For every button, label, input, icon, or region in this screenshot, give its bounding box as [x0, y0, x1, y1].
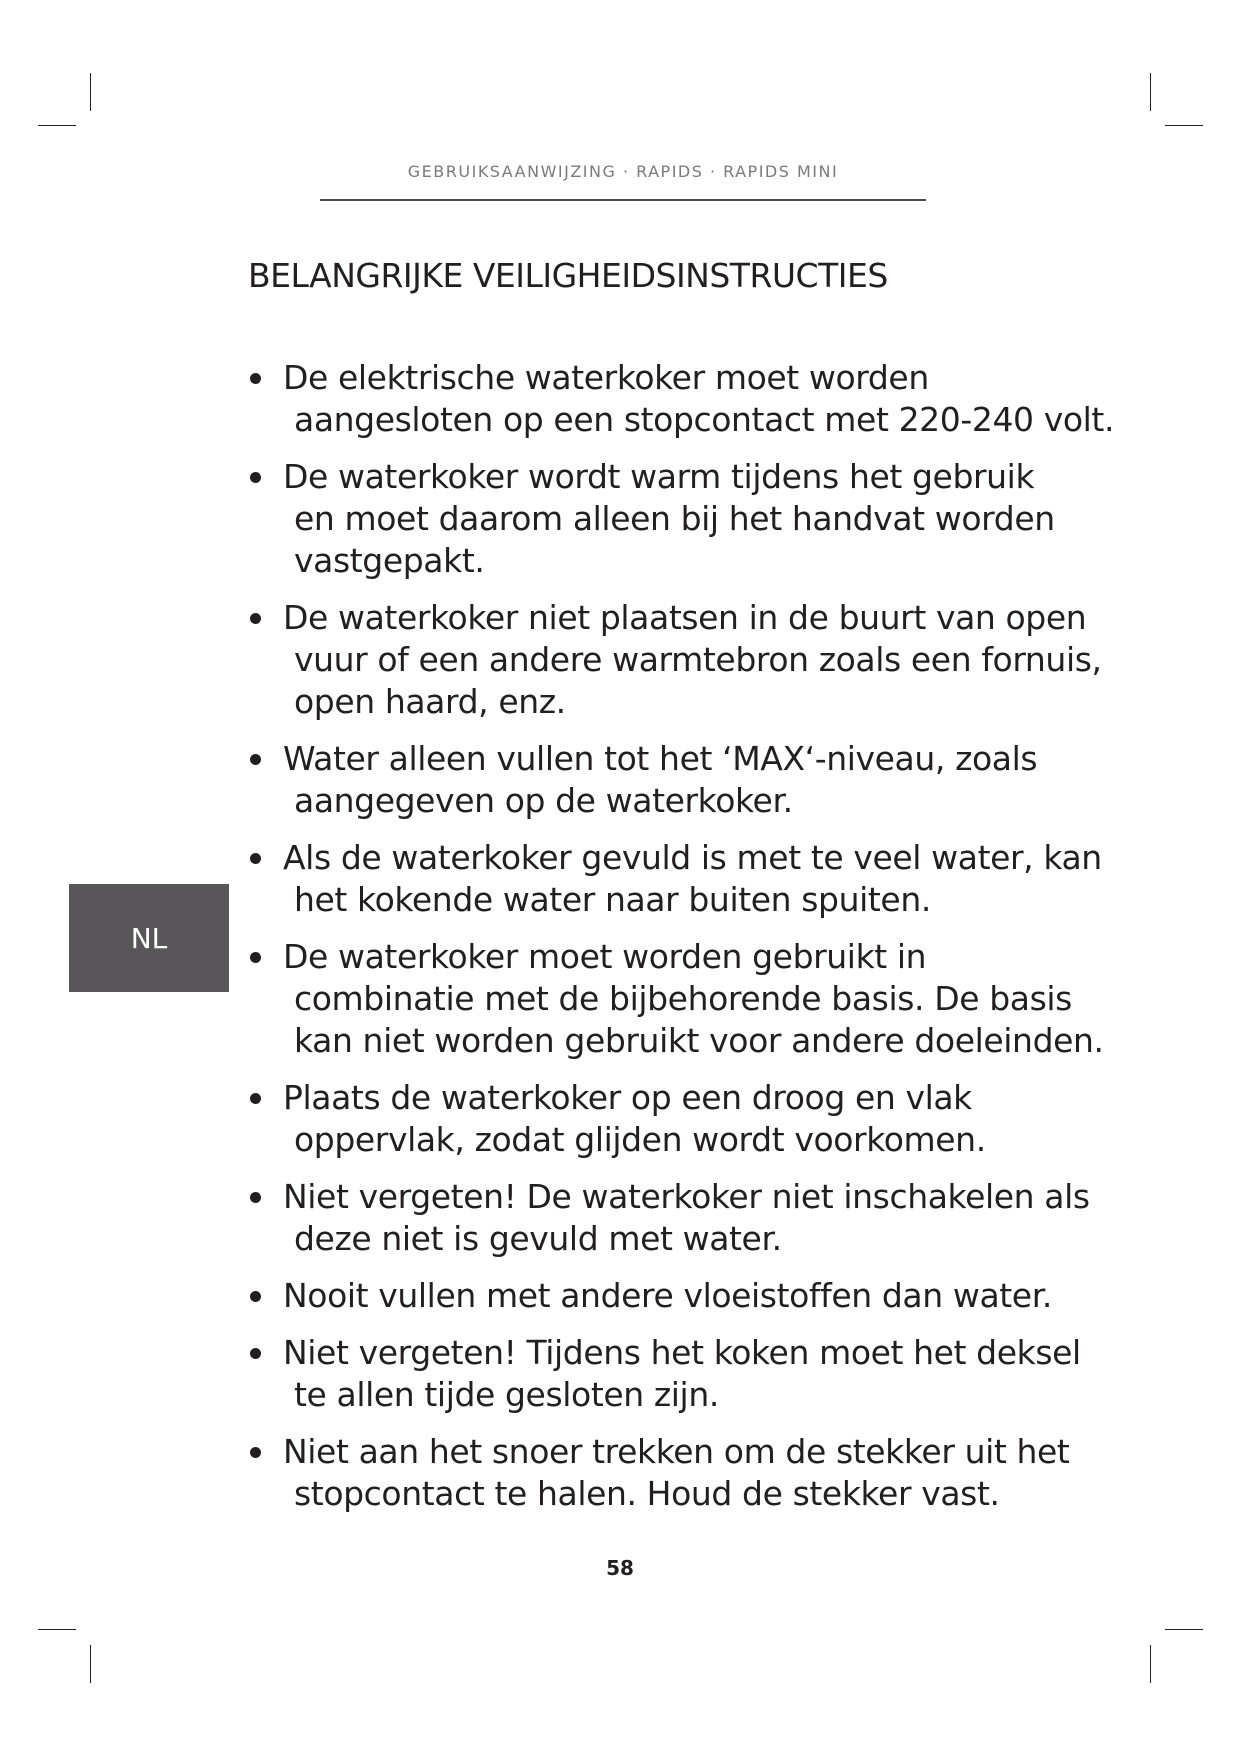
page-number: 58 [606, 1556, 634, 1580]
list-item [248, 456, 1108, 582]
list-item [248, 1077, 1108, 1161]
crop-mark-top-right-h [1165, 125, 1203, 126]
bullet-icon [250, 1093, 261, 1104]
list-item-line: het kokende water naar buiten spuiten. [294, 880, 931, 919]
list-item-line: De waterkoker moet worden gebruikt in [283, 937, 927, 976]
crop-mark-bottom-left-v [90, 1645, 91, 1683]
list-item-line: vastgepakt. [294, 541, 485, 580]
bullet-icon [250, 952, 261, 963]
list-item-line: vuur of een andere warmtebron zoals een fornuis, [294, 640, 1102, 679]
list-item-line: Niet aan het snoer trekken om de stekker uit het [283, 1432, 1070, 1471]
bullet-icon [250, 1192, 261, 1203]
bullet-icon [250, 1291, 261, 1302]
list-item-line: Water alleen vullen tot het ‘MAX‘-niveau, zoals [283, 739, 1038, 778]
list-item-line: Niet vergeten! Tijdens het koken moet het deksel [283, 1333, 1081, 1372]
list-item-line: De waterkoker niet plaatsen in de buurt van open [283, 598, 1087, 637]
list-item-line: Als de waterkoker gevuld is met te veel water, kan [283, 838, 1102, 877]
list-item-line: open haard, enz. [294, 682, 566, 721]
crop-mark-top-right-v [1150, 73, 1151, 111]
list-item [248, 357, 1115, 441]
list-item-line: De waterkoker wordt warm tijdens het gebruik [283, 457, 1035, 496]
header-rule [320, 199, 926, 201]
bullet-icon [250, 1447, 261, 1458]
crop-mark-bottom-left-h [38, 1629, 76, 1630]
bullet-icon [250, 1348, 261, 1359]
list-item [248, 1275, 1108, 1317]
safety-instruction-list [248, 357, 1115, 1530]
list-item-line: Plaats de waterkoker op een droog en vlak [283, 1078, 972, 1117]
list-item-line: Niet vergeten! De waterkoker niet inschakelen als [283, 1177, 1090, 1216]
list-item-line: stopcontact te halen. Houd de stekker vast. [294, 1474, 1000, 1513]
list-item-line: oppervlak, zodat glijden wordt voorkomen. [294, 1120, 986, 1159]
list-item-line: combinatie met de bijbehorende basis. De basis [294, 979, 1072, 1018]
list-item-line: aangesloten op een stopcontact met 220-240 volt. [294, 400, 1115, 439]
language-tab [69, 884, 229, 992]
crop-mark-bottom-right-h [1165, 1629, 1203, 1630]
list-item [248, 1332, 1108, 1416]
list-item-line: en moet daarom alleen bij het handvat worden [294, 499, 1055, 538]
crop-mark-top-left-v [90, 73, 91, 111]
list-item-line: te allen tijde gesloten zijn. [294, 1375, 719, 1414]
list-item-line: deze niet is gevuld met water. [294, 1219, 782, 1258]
list-item-line: Nooit vullen met andere vloeistoffen dan water. [283, 1276, 1052, 1315]
list-item [248, 936, 1108, 1062]
crop-mark-top-left-h [38, 125, 76, 126]
bullet-icon [250, 754, 261, 765]
list-item [248, 738, 1108, 822]
list-item-line: De elektrische waterkoker moet worden [283, 358, 929, 397]
language-tab-label: NL [130, 921, 168, 955]
list-item [248, 1431, 1108, 1515]
list-item [248, 1176, 1108, 1260]
list-item [248, 837, 1108, 921]
bullet-icon [250, 613, 261, 624]
bullet-icon [250, 472, 261, 483]
list-item [248, 597, 1108, 723]
section-title: BELANGRIJKE VEILIGHEIDSINSTRUCTIES [248, 256, 888, 295]
crop-mark-bottom-right-v [1150, 1645, 1151, 1683]
list-item-line: kan niet worden gebruikt voor andere doeleinden. [294, 1021, 1104, 1060]
bullet-icon [250, 853, 261, 864]
bullet-icon [250, 373, 261, 384]
list-item-line: aangegeven op de waterkoker. [294, 781, 793, 820]
running-header: GEBRUIKSAANWIJZING · RAPIDS · RAPIDS MINI [407, 162, 839, 181]
